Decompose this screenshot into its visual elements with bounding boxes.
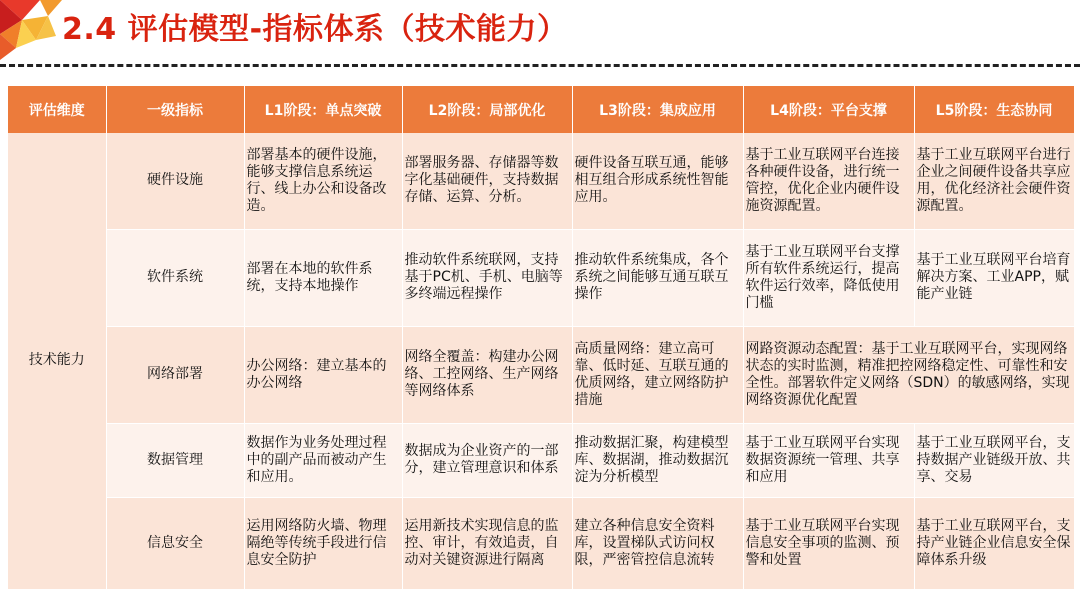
- header-cell: L5阶段：生态协同: [914, 86, 1074, 133]
- header-cell: L1阶段：单点突破: [244, 86, 402, 133]
- table-cell: 运用新技术实现信息的监控、审计，有效追责，自动对关键资源进行隔离: [402, 497, 572, 589]
- table-cell: 数据作为业务处理过程中的副产品而被动产生和应用。: [244, 423, 402, 497]
- table-row: [8, 423, 1074, 497]
- table-cell: 硬件设备互联互通，能够相互组合形成系统性智能应用。: [572, 133, 743, 229]
- table-cell: 基于工业互联网平台连接各种硬件设备，进行统一管控，优化企业内硬件设施资源配置。: [743, 133, 914, 229]
- table-cell: 基于工业互联网平台进行企业之间硬件设备共享应用，优化经济社会硬件资源配置。: [914, 133, 1074, 229]
- table-cell: 基于工业互联网平台实现数据资源统一管理、共享和应用: [743, 423, 914, 497]
- table-cell: 高质量网络：建立高可靠、低时延、互联互通的优质网络，建立网络防护措施: [572, 326, 743, 423]
- table-cell: 推动软件系统联网，支持基于PC机、手机、电脑等多终端远程操作: [402, 229, 572, 326]
- table-cell: 基于工业互联网平台，支持数据产业链级开放、共享、交易: [914, 423, 1074, 497]
- table-cell: 部署服务器、存储器等数字化基础硬件，支持数据存储、运算、分析。: [402, 133, 572, 229]
- table-cell: 推动软件系统集成，各个系统之间能够互通互联互操作: [572, 229, 743, 326]
- table-row: [8, 133, 1074, 229]
- table-cell: 办公网络：建立基本的办公网络: [244, 326, 402, 423]
- table-cell: 推动数据汇聚，构建模型库、数据湖，推动数据沉淀为分析模型: [572, 423, 743, 497]
- header-cell: L4阶段：平台支撑: [743, 86, 914, 133]
- table-cell: 网络全覆盖：构建办公网络、工控网络、生产网络等网络体系: [402, 326, 572, 423]
- table-cell: 数据成为企业资产的一部分，建立管理意识和体系: [402, 423, 572, 497]
- table-row: [8, 326, 1074, 423]
- table-cell-merged: 网路资源动态配置：基于工业互联网平台，实现网络状态的实时监测，精准把控网络稳定性、可靠性和安全性。部署软件定义网络（SDN）的敏感网络，实现网络资源优化配置: [743, 326, 1074, 423]
- header-cell: L2阶段：局部优化: [402, 86, 572, 133]
- header-cell: 评估维度: [8, 86, 106, 133]
- indicator-cell: 信息安全: [106, 497, 244, 589]
- table-row: [8, 497, 1074, 589]
- table-cell: 基于工业互联网平台实现信息安全事项的监测、预警和处置: [743, 497, 914, 589]
- indicator-cell: 硬件设施: [106, 133, 244, 229]
- table-row: [8, 229, 1074, 326]
- table-cell: 基于工业互联网平台培育解决方案、工业APP，赋能产业链: [914, 229, 1074, 326]
- title-divider: [0, 64, 1080, 67]
- indicator-cell: 数据管理: [106, 423, 244, 497]
- table-header-row: [8, 86, 1074, 133]
- header-cell: 一级指标: [106, 86, 244, 133]
- indicator-cell: 网络部署: [106, 326, 244, 423]
- page-title: 2.4 评估模型-指标体系（技术能力）: [62, 12, 568, 47]
- logo-icon: [0, 0, 62, 62]
- table-cell: 基于工业互联网平台支撑所有软件系统运行，提高软件运行效率，降低使用门槛: [743, 229, 914, 326]
- header-cell: L3阶段：集成应用: [572, 86, 743, 133]
- table-cell: 部署基本的硬件设施，能够支撑信息系统运行、线上办公和设备改造。: [244, 133, 402, 229]
- dimension-cell: 技术能力: [8, 133, 106, 589]
- indicator-table: [8, 86, 1075, 590]
- table-cell: 部署在本地的软件系统，支持本地操作: [244, 229, 402, 326]
- indicator-cell: 软件系统: [106, 229, 244, 326]
- table-cell: 运用网络防火墙、物理隔绝等传统手段进行信息安全防护: [244, 497, 402, 589]
- table-cell: 建立各种信息安全资料库，设置梯队式访问权限，严密管控信息流转: [572, 497, 743, 589]
- table-cell: 基于工业互联网平台，支持产业链企业信息安全保障体系升级: [914, 497, 1074, 589]
